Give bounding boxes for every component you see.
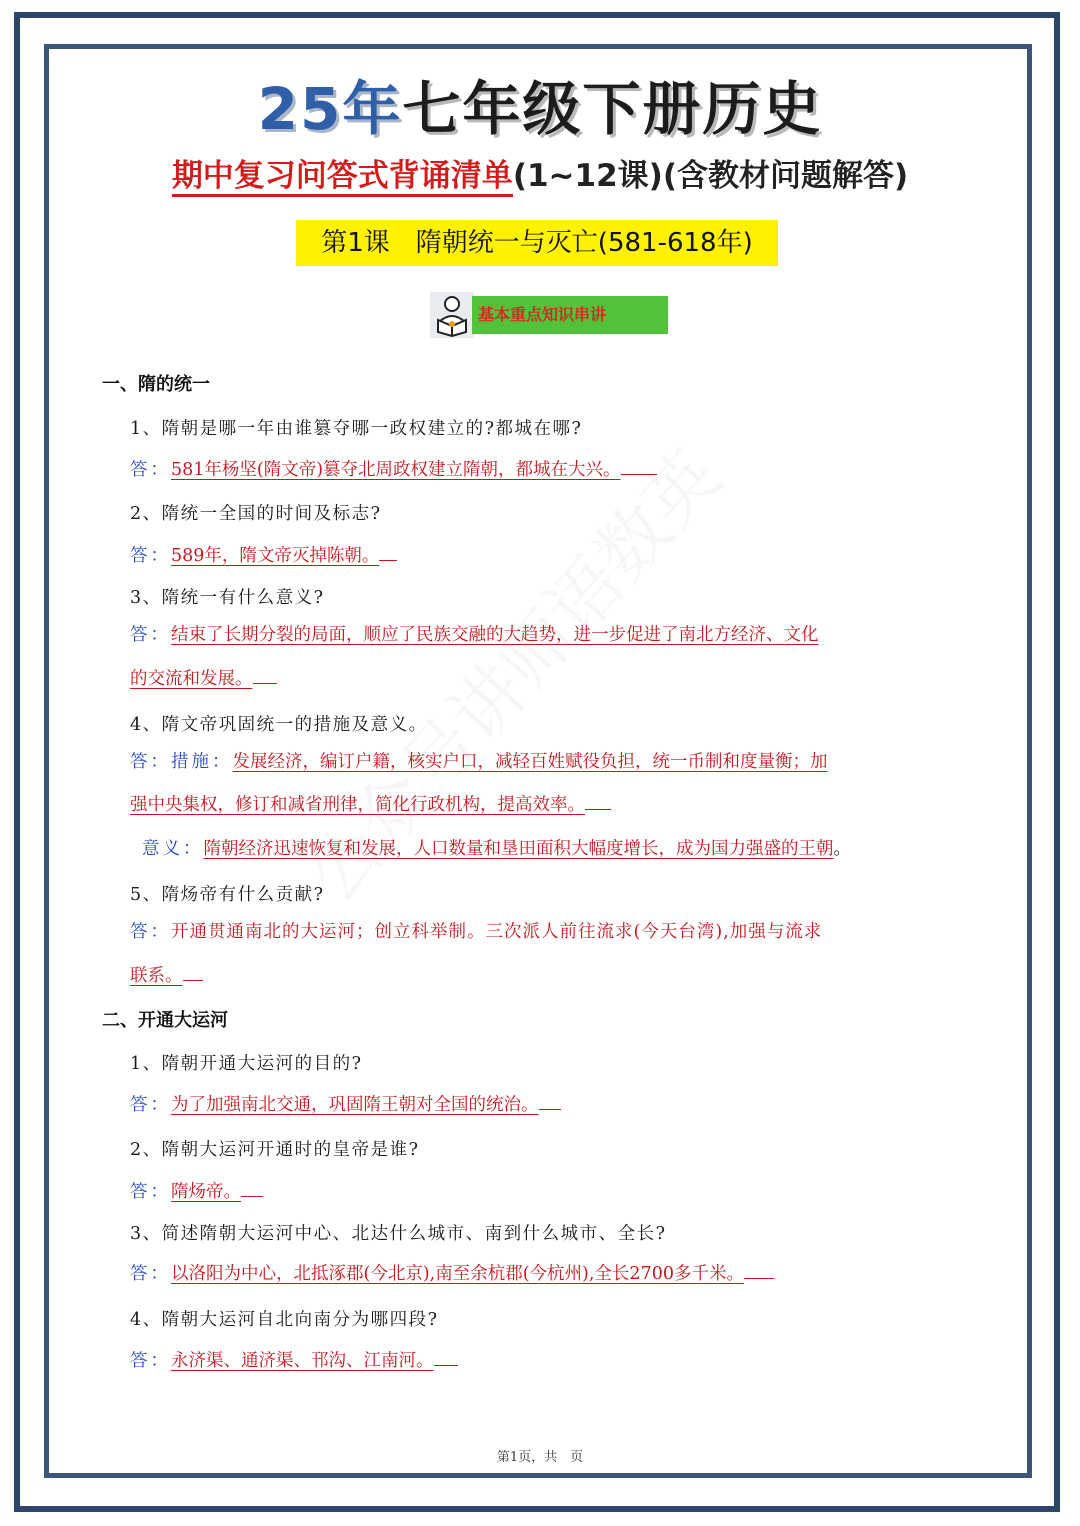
question: 2、隋统一全国的时间及标志? [130,504,382,524]
answer-text: 589年，隋文帝灭掉陈朝。 [171,546,380,566]
answer-label: 答：措施： [130,752,233,772]
answer [130,920,822,944]
answer-text: 以洛阳为中心，北抵涿郡(今北京),南至余杭郡(今杭州),全长2700多千米。 [171,1264,744,1284]
answer-label: 答： [130,1351,171,1371]
answer [130,750,828,774]
page-title [0,62,1080,146]
badge-label: 基本重点知识串讲 [472,296,668,334]
answer-text: 发展经济，编订户籍，核实户口，减轻百姓赋役负担，统一币制和度量衡；加 [232,752,828,772]
answer-text: 隋朝经济迅速恢复和发展，人口数量和垦田面积大幅度增长，成为国力强盛的王朝 [203,839,834,859]
question: 1、隋朝开通大运河的目的? [130,1054,363,1074]
answer-text: 为了加强南北交通，巩固隋王朝对全国的统治。 [171,1095,539,1115]
answer-label: 答： [130,546,171,566]
answer-continued [130,665,277,691]
title-text: 七年级下册历史 [402,75,823,143]
question: 5、隋炀帝有什么贡献? [130,885,325,905]
answer [130,542,397,568]
answer-label: 答： [130,1264,171,1284]
answer-significance: 意义：隋朝经济迅速恢复和发展，人口数量和垦田面积大幅度增长，成为国力强盛的王朝。 [142,839,851,859]
answer [130,1347,458,1373]
question: 3、隋统一有什么意义? [130,588,325,608]
answer [130,1091,561,1117]
answer-label: 答： [130,922,171,942]
answer-text: 开通贯通南北的大运河；创立科举制。三次派人前往流求(今天台湾),加强与流求 [171,922,823,942]
answer [130,456,657,482]
page-subtitle [0,150,1080,195]
answer-label: 答： [130,625,171,645]
answer-continued [130,791,611,817]
page-footer: 第1页，共 页 [496,1450,584,1465]
answer-text: 结束了长期分裂的局面，顺应了民族交融的大趋势，进一步促进了南北方经济、文化 [171,625,819,645]
answer-label: 答： [130,460,171,480]
answer-label: 答： [130,1182,171,1202]
section-heading: 一、隋的统一 [102,374,210,395]
title-year: 25年 [257,75,403,143]
answer [130,623,819,647]
answer [130,1178,263,1204]
answer-label: 意义： [142,839,204,859]
lesson-title: 第1课 隋朝统一与灭亡(581-618年) [296,220,778,266]
question: 4、隋朝大运河自北向南分为哪四段? [130,1310,439,1330]
subtitle-rest: (1~12课)(含教材问题解答) [512,158,909,194]
question: 1、隋朝是哪一年由谁篡夺哪一政权建立的?都城在哪? [130,419,583,439]
answer-text: 联系。 [130,966,183,986]
answer-text: 的交流和发展。 [130,669,253,689]
section-heading: 二、开通大运河 [102,1010,228,1031]
answer-continued [130,962,203,988]
answer [130,1260,774,1286]
answer-text: 581年杨坚(隋文帝)篡夺北周政权建立隋朝，都城在大兴。 [171,460,621,480]
subtitle-highlight: 期中复习问答式背诵清单 [172,158,513,197]
answer-label: 答： [130,1095,171,1115]
question: 3、简述隋朝大运河中心、北达什么城市、南到什么城市、全长? [130,1224,667,1244]
answer-text: 隋炀帝。 [171,1182,241,1202]
answer-text: 永济渠、通济渠、邗沟、江南河。 [171,1351,434,1371]
answer-text: 强中央集权，修订和减省刑律，简化行政机构，提高效率。 [130,795,585,815]
question: 4、隋文帝巩固统一的措施及意义。 [130,715,428,735]
section-badge [430,292,668,338]
student-reading-icon [430,292,474,338]
question: 2、隋朝大运河开通时的皇帝是谁? [130,1140,420,1160]
